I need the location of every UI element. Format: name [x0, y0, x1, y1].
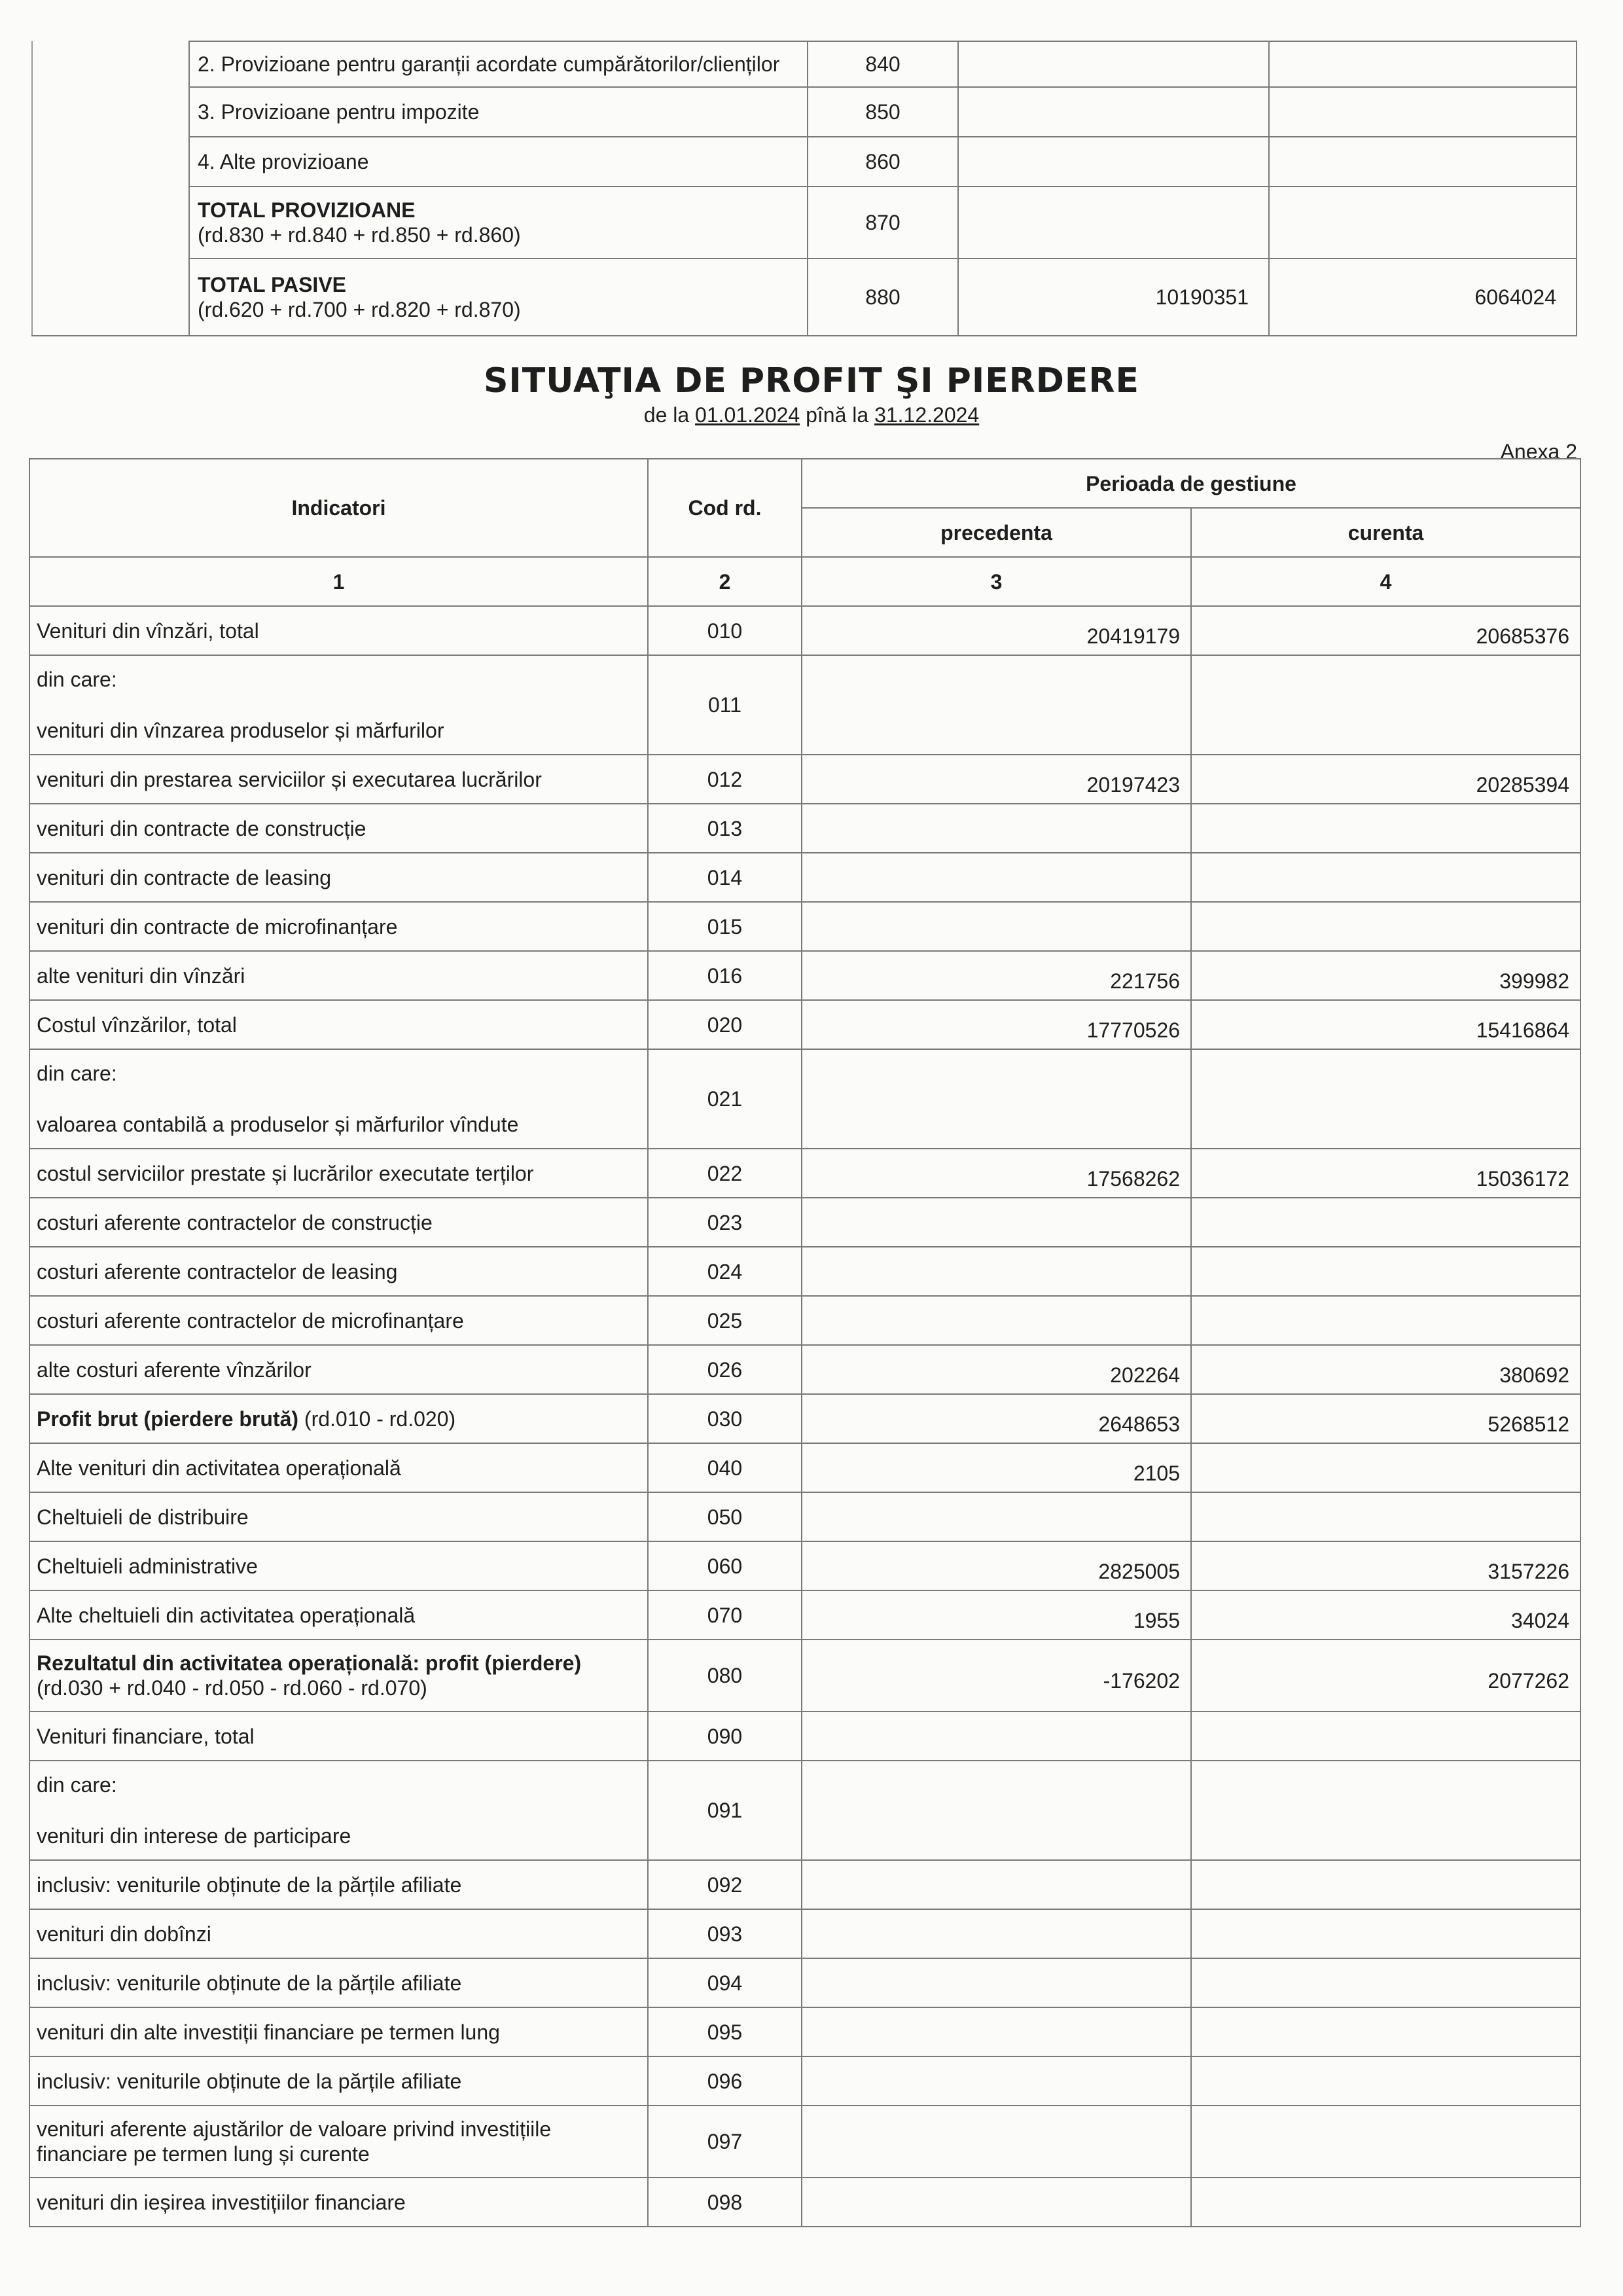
- prev-value-cell: [802, 1149, 1191, 1198]
- header-prev: precedenta: [802, 508, 1191, 557]
- curr-value-cell: [1191, 2056, 1580, 2106]
- row-label: TOTAL PROVIZIOANE: [198, 198, 416, 222]
- row-label-cell: [29, 1443, 648, 1492]
- row-code: 070: [648, 1590, 802, 1640]
- prev-value: 202264: [1110, 1363, 1180, 1387]
- prev-value: [958, 137, 1269, 187]
- table-row: [29, 1049, 1580, 1149]
- row-code: 090: [648, 1712, 802, 1761]
- prev-value-cell: [802, 1247, 1191, 1296]
- curr-value-cell: [1191, 1247, 1580, 1296]
- col-number-3: 3: [802, 557, 1191, 606]
- row-code: 096: [648, 2056, 802, 2106]
- row-label-cell: [29, 1247, 648, 1296]
- table-row: [29, 1590, 1580, 1640]
- row-label-cell: [29, 1296, 648, 1345]
- curr-value-cell: [1191, 1443, 1580, 1492]
- row-code: 091: [648, 1761, 802, 1860]
- row-formula: (rd.620 + rd.700 + rd.820 + rd.870): [198, 298, 521, 321]
- row-code: 022: [648, 1149, 802, 1198]
- prev-value-cell: [802, 1712, 1191, 1761]
- table-row: [29, 2178, 1580, 2227]
- row-label-cell: [29, 1860, 648, 1909]
- prev-value: [958, 87, 1269, 137]
- row-label-continued: financiare pe termen lung și curente: [37, 2142, 370, 2166]
- row-label: venituri din alte investiții financiare pe termen lung: [37, 2020, 500, 2044]
- table-row: [29, 1640, 1580, 1712]
- header-period: Perioada de gestiune: [802, 459, 1580, 508]
- curr-value-cell: [1191, 1049, 1580, 1149]
- prev-value-cell: [802, 951, 1191, 1000]
- row-code: 840: [808, 41, 958, 87]
- row-label: Venituri financiare, total: [37, 1724, 255, 1748]
- prev-value-cell: [802, 1492, 1191, 1541]
- report-period: [0, 403, 1623, 427]
- prev-value-cell: [802, 2056, 1191, 2106]
- table-row: [29, 1247, 1580, 1296]
- row-code: 020: [648, 1000, 802, 1049]
- row-label-cell: [29, 1198, 648, 1247]
- row-label-cell: [29, 1492, 648, 1541]
- prev-value-cell: [802, 1345, 1191, 1394]
- prev-value-cell: [802, 2007, 1191, 2056]
- prev-value-cell: [802, 1909, 1191, 1958]
- table-row: [29, 951, 1580, 1000]
- row-formula: (rd.010 - rd.020): [298, 1407, 456, 1431]
- curr-value: 34024: [1511, 1608, 1569, 1632]
- col-number-4: 4: [1191, 557, 1580, 606]
- row-label-cell: [29, 1541, 648, 1590]
- curr-value: [1269, 187, 1577, 259]
- period-start: 01.01.2024: [695, 403, 800, 427]
- row-code: 060: [648, 1541, 802, 1590]
- curr-value-cell: [1191, 902, 1580, 951]
- row-label-cell: [29, 804, 648, 853]
- prev-value-cell: [802, 755, 1191, 804]
- prev-value: 17568262: [1086, 1166, 1180, 1191]
- row-code: 024: [648, 1247, 802, 1296]
- page-title: SITUAŢIA DE PROFIT ŞI PIERDERE: [483, 361, 1140, 401]
- row-label: inclusiv: veniturile obținute de la părțile afiliate: [37, 1971, 462, 1995]
- row-label: Rezultatul din activitatea operațională: profit (pierdere): [37, 1651, 582, 1675]
- curr-value-cell: [1191, 1761, 1580, 1860]
- row-label: Cheltuieli de distribuire: [37, 1505, 249, 1529]
- row-label: Alte cheltuieli din activitatea operațională: [37, 1603, 416, 1627]
- row-code: 860: [808, 137, 958, 187]
- row-label: venituri din ieșirea investițiilor financiare: [37, 2190, 406, 2214]
- prev-value: 1955: [1133, 1608, 1180, 1632]
- row-label-cell: [29, 1640, 648, 1712]
- balance-sheet-continuation-table: [31, 41, 1577, 336]
- row-label: costuri aferente contractelor de microfinanțare: [37, 1308, 464, 1333]
- row-code: 095: [648, 2007, 802, 2056]
- table-row: [29, 1198, 1580, 1247]
- table-row: [29, 1149, 1580, 1198]
- prev-value-cell: [802, 1049, 1191, 1149]
- prev-value-cell: [802, 1761, 1191, 1860]
- row-label: Costul vînzărilor, total: [37, 1013, 237, 1037]
- curr-value: 5268512: [1488, 1412, 1569, 1436]
- row-label: din care:: [37, 1062, 117, 1085]
- prev-value: [958, 41, 1269, 87]
- prev-value-cell: [802, 606, 1191, 655]
- row-label: venituri aferente ajustărilor de valoare privind investițiile: [37, 2117, 552, 2141]
- table-row: [29, 2007, 1580, 2056]
- curr-value: 15036172: [1476, 1166, 1569, 1191]
- row-code: 013: [648, 804, 802, 853]
- row-label-cell: [29, 755, 648, 804]
- col-number-1: 1: [29, 557, 648, 606]
- row-code: 016: [648, 951, 802, 1000]
- row-label-cell: [29, 951, 648, 1000]
- curr-value: 380692: [1499, 1363, 1569, 1387]
- table-row: [29, 1443, 1580, 1492]
- curr-value-cell: [1191, 1541, 1580, 1590]
- header-indicators: Indicatori: [29, 459, 648, 557]
- row-label-cell: [29, 1345, 648, 1394]
- table-row: [32, 41, 1577, 87]
- prev-value-cell: [802, 1958, 1191, 2007]
- row-label: costuri aferente contractelor de leasing: [37, 1259, 398, 1283]
- table-row: [29, 1909, 1580, 1958]
- row-label: alte costuri aferente vînzărilor: [37, 1357, 312, 1382]
- curr-value-cell: [1191, 1492, 1580, 1541]
- curr-value-cell: [1191, 1640, 1580, 1712]
- curr-value-cell: [1191, 1198, 1580, 1247]
- row-code: 050: [648, 1492, 802, 1541]
- curr-value-cell: [1191, 2178, 1580, 2227]
- row-formula: (rd.830 + rd.840 + rd.850 + rd.860): [198, 223, 521, 247]
- prev-value-cell: [802, 1198, 1191, 1247]
- row-code: 025: [648, 1296, 802, 1345]
- curr-value: [1269, 137, 1577, 187]
- row-label: 3. Provizioane pentru impozite: [189, 87, 808, 137]
- row-label-cell: [29, 1712, 648, 1761]
- curr-value-cell: [1191, 1958, 1580, 2007]
- row-label: Alte venituri din activitatea operațională: [37, 1456, 401, 1480]
- curr-value-cell: [1191, 2106, 1580, 2178]
- row-code: 026: [648, 1345, 802, 1394]
- prev-value-cell: [802, 1296, 1191, 1345]
- curr-value: 20285394: [1476, 772, 1569, 797]
- curr-value: 20685376: [1476, 624, 1569, 648]
- table-row: [29, 755, 1580, 804]
- curr-value-cell: [1191, 755, 1580, 804]
- prev-value: 2825005: [1098, 1559, 1180, 1583]
- period-mid: pînă la: [806, 403, 869, 427]
- row-label: 4. Alte provizioane: [189, 137, 808, 187]
- row-label: venituri din contracte de construcție: [37, 816, 366, 840]
- profit-loss-body: [29, 606, 1580, 2227]
- curr-value-cell: [1191, 853, 1580, 902]
- row-label-cell: [29, 655, 648, 755]
- row-label-cell: [29, 2056, 648, 2106]
- col-number-2: 2: [648, 557, 802, 606]
- row-code: 850: [808, 87, 958, 137]
- row-sublabel: valoarea contabilă a produselor și mărfurilor vîndute: [37, 1113, 519, 1136]
- table-row: [29, 1394, 1580, 1443]
- curr-value-cell: [1191, 1296, 1580, 1345]
- prev-value: -176202: [1103, 1669, 1180, 1693]
- table-row: [29, 853, 1580, 902]
- curr-value-cell: [1191, 804, 1580, 853]
- table-row: [29, 1958, 1580, 2007]
- row-sublabel: venituri din interese de participare: [37, 1824, 351, 1848]
- row-label-cell: [29, 902, 648, 951]
- row-label-cell: [29, 2178, 648, 2227]
- row-label-cell: [189, 259, 808, 336]
- row-code: 092: [648, 1860, 802, 1909]
- prev-value: [958, 187, 1269, 259]
- table-row: [32, 87, 1577, 137]
- row-code: 012: [648, 755, 802, 804]
- row-label: din care:: [37, 668, 117, 691]
- table-row: [29, 1000, 1580, 1049]
- curr-value-cell: [1191, 951, 1580, 1000]
- row-label-cell: [29, 2007, 648, 2056]
- table-row: [32, 187, 1577, 259]
- row-label: 2. Provizioane pentru garanții acordate cumpărătorilor/clienților: [189, 41, 808, 87]
- prev-value: 2105: [1133, 1461, 1180, 1485]
- curr-value: [1269, 41, 1577, 87]
- row-code: 023: [648, 1198, 802, 1247]
- row-label: Profit brut (pierdere brută): [37, 1407, 299, 1431]
- table-row: [29, 902, 1580, 951]
- row-code: 094: [648, 1958, 802, 2007]
- table-row: [29, 1541, 1580, 1590]
- period-prefix: de la: [643, 403, 690, 427]
- header-row: [29, 459, 1580, 508]
- row-code: 098: [648, 2178, 802, 2227]
- row-label: inclusiv: veniturile obținute de la părțile afiliate: [37, 1873, 462, 1897]
- table-row: [29, 2106, 1580, 2178]
- curr-value: [1269, 87, 1577, 137]
- row-label-cell: [29, 2106, 648, 2178]
- prev-value: 10190351: [958, 259, 1269, 336]
- row-code: 870: [808, 187, 958, 259]
- row-formula: (rd.030 + rd.040 - rd.050 - rd.060 - rd.070): [37, 1676, 427, 1700]
- curr-value-cell: [1191, 1590, 1580, 1640]
- table-row: [29, 1712, 1580, 1761]
- row-label-cell: [29, 853, 648, 902]
- prev-value-cell: [802, 1394, 1191, 1443]
- prev-value-cell: [802, 1000, 1191, 1049]
- table-row: [29, 1761, 1580, 1860]
- curr-value: 2077262: [1488, 1669, 1569, 1693]
- table-row: [29, 2056, 1580, 2106]
- prev-value-cell: [802, 804, 1191, 853]
- column-number-row: [29, 557, 1580, 606]
- row-label: inclusiv: veniturile obținute de la părțile afiliate: [37, 2069, 462, 2093]
- curr-value: 6064024: [1269, 259, 1577, 336]
- row-label: costul serviciilor prestate și lucrărilor executate terților: [37, 1161, 534, 1185]
- row-sublabel: venituri din vînzarea produselor și mărfurilor: [37, 719, 444, 742]
- curr-value-cell: [1191, 1149, 1580, 1198]
- prev-value-cell: [802, 853, 1191, 902]
- curr-value-cell: [1191, 1909, 1580, 1958]
- header-code: Cod rd.: [648, 459, 802, 557]
- row-code: 093: [648, 1909, 802, 1958]
- row-label-cell: [29, 1049, 648, 1149]
- curr-value-cell: [1191, 1394, 1580, 1443]
- prev-value: 2648653: [1098, 1412, 1180, 1436]
- curr-value: 3157226: [1488, 1559, 1569, 1583]
- row-code: 021: [648, 1049, 802, 1149]
- table-row: [29, 1296, 1580, 1345]
- row-label: din care:: [37, 1773, 117, 1797]
- prev-value-cell: [802, 2178, 1191, 2227]
- row-code: 097: [648, 2106, 802, 2178]
- table-row: [29, 1345, 1580, 1394]
- row-label-cell: [29, 1590, 648, 1640]
- row-label: TOTAL PASIVE: [198, 273, 346, 296]
- row-code: 030: [648, 1394, 802, 1443]
- row-code: 040: [648, 1443, 802, 1492]
- curr-value-cell: [1191, 1345, 1580, 1394]
- curr-value-cell: [1191, 606, 1580, 655]
- row-label-cell: [29, 1761, 648, 1860]
- row-label: venituri din prestarea serviciilor și executarea lucrărilor: [37, 767, 542, 791]
- row-code: 015: [648, 902, 802, 951]
- table-row: [29, 1492, 1580, 1541]
- table-row: [29, 606, 1580, 655]
- annex-label: Anexa 2: [1500, 440, 1577, 463]
- row-label: venituri din contracte de leasing: [37, 865, 332, 889]
- period-end: 31.12.2024: [874, 403, 980, 427]
- row-label-cell: [29, 1000, 648, 1049]
- table-row: [29, 1860, 1580, 1909]
- curr-value-cell: [1191, 1860, 1580, 1909]
- row-label: costuri aferente contractelor de construcție: [37, 1210, 433, 1234]
- prev-value-cell: [802, 1541, 1191, 1590]
- curr-value-cell: [1191, 1712, 1580, 1761]
- row-label-cell: [29, 1958, 648, 2007]
- curr-value: 399982: [1499, 969, 1569, 993]
- prev-value-cell: [802, 655, 1191, 755]
- prev-value-cell: [802, 1860, 1191, 1909]
- table-row: [29, 655, 1580, 755]
- prev-value: 221756: [1110, 969, 1180, 993]
- header-curr: curenta: [1191, 508, 1580, 557]
- row-label: venituri din dobînzi: [37, 1922, 211, 1946]
- table-row: [32, 259, 1577, 336]
- row-code: 080: [648, 1640, 802, 1712]
- prev-value: 20419179: [1086, 624, 1180, 648]
- row-label-cell: [189, 187, 808, 259]
- table-row: [32, 137, 1577, 187]
- prev-value-cell: [802, 1590, 1191, 1640]
- row-code: 010: [648, 606, 802, 655]
- table-row: [29, 804, 1580, 853]
- row-code: 014: [648, 853, 802, 902]
- prev-value-cell: [802, 2106, 1191, 2178]
- row-label: venituri din contracte de microfinanțare: [37, 914, 398, 939]
- row-label-cell: [29, 606, 648, 655]
- row-code: 880: [808, 259, 958, 336]
- curr-value: 15416864: [1476, 1018, 1569, 1042]
- row-label: alte venituri din vînzări: [37, 963, 245, 988]
- curr-value-cell: [1191, 655, 1580, 755]
- row-label: Venituri din vînzări, total: [37, 619, 259, 643]
- prev-value: 17770526: [1086, 1018, 1180, 1042]
- curr-value-cell: [1191, 2007, 1580, 2056]
- row-label-cell: [29, 1394, 648, 1443]
- profit-loss-table: [29, 458, 1581, 2227]
- prev-value-cell: [802, 1443, 1191, 1492]
- row-code: 011: [648, 655, 802, 755]
- prev-value-cell: [802, 1640, 1191, 1712]
- prev-value: 20197423: [1086, 772, 1180, 797]
- row-label: Cheltuieli administrative: [37, 1554, 258, 1578]
- row-label-cell: [29, 1149, 648, 1198]
- prev-value-cell: [802, 902, 1191, 951]
- curr-value-cell: [1191, 1000, 1580, 1049]
- row-label-cell: [29, 1909, 648, 1958]
